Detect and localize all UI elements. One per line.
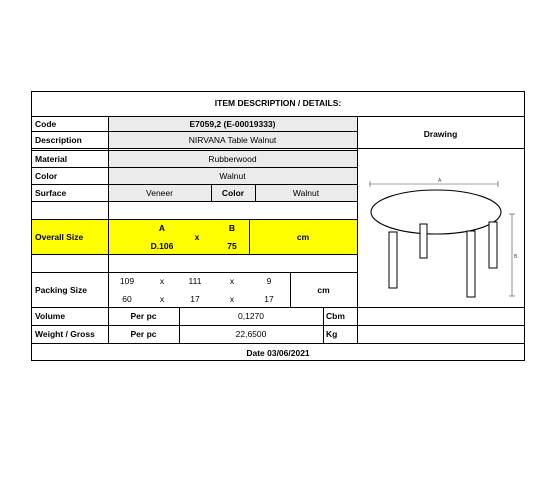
packing-r1-x1: x xyxy=(159,276,165,286)
dim-a-label: A xyxy=(158,223,166,233)
overall-size-unit: cm xyxy=(296,232,310,242)
divider xyxy=(32,254,357,255)
volume-per: Per pc xyxy=(130,311,157,321)
code-value: E7059,2 (E-00019333) xyxy=(189,119,276,129)
divider xyxy=(32,307,524,308)
dimension-b-text: B xyxy=(514,254,518,260)
divider xyxy=(32,184,357,185)
table-leg xyxy=(420,224,427,258)
tabletop-outline xyxy=(371,190,501,234)
divider xyxy=(32,131,357,132)
description-value: NIRVANA Table Walnut xyxy=(188,135,277,145)
dim-b-label: B xyxy=(228,223,236,233)
code-label: Code xyxy=(35,119,57,129)
surface-color-label: Color xyxy=(221,188,245,198)
packing-r2-x1: x xyxy=(159,294,165,304)
divider xyxy=(108,116,109,343)
divider xyxy=(32,343,524,344)
divider xyxy=(32,201,357,202)
divider xyxy=(32,272,357,273)
packing-r2-x2: x xyxy=(229,294,235,304)
surface-label: Surface xyxy=(35,188,67,198)
packing-r1-x2: x xyxy=(229,276,235,286)
packing-r2-c: 17 xyxy=(264,294,274,304)
packing-r1-c: 9 xyxy=(266,276,272,286)
weight-per: Per pc xyxy=(130,329,157,339)
packing-r2-a: 60 xyxy=(122,294,132,304)
dim-a-value: D.106 xyxy=(150,241,174,251)
weight-unit: Kg xyxy=(326,329,338,339)
description-label: Description xyxy=(35,135,82,145)
divider xyxy=(32,167,357,168)
divider xyxy=(32,148,524,149)
dim-separator: x xyxy=(194,232,200,242)
packing-r1-b: 111 xyxy=(188,276,202,286)
table-leg xyxy=(489,222,497,268)
dimension-a-text: A xyxy=(438,178,442,184)
drawing-label: Drawing xyxy=(423,129,458,139)
color-label: Color xyxy=(35,171,58,181)
volume-unit: Cbm xyxy=(326,311,345,321)
divider xyxy=(32,116,524,117)
packing-unit: cm xyxy=(317,285,330,295)
weight-label: Weight / Gross xyxy=(35,329,95,339)
packing-r1-a: 109 xyxy=(119,276,135,286)
divider xyxy=(32,325,524,326)
packing-size-label: Packing Size xyxy=(35,285,87,295)
dim-b-value: 75 xyxy=(227,241,237,251)
divider xyxy=(32,219,357,220)
material-label: Material xyxy=(35,154,68,164)
date: Date 03/06/2021 xyxy=(246,348,310,358)
weight-value: 22,6500 xyxy=(235,329,267,339)
table-drawing xyxy=(358,176,524,306)
surface-color-value: Walnut xyxy=(292,188,320,198)
divider xyxy=(32,150,357,151)
color-value: Walnut xyxy=(219,171,246,181)
table-leg xyxy=(389,232,397,288)
table-leg xyxy=(467,231,475,297)
spec-sheet xyxy=(31,91,525,361)
surface-value: Veneer xyxy=(146,188,173,198)
overall-size-label: Overall Size xyxy=(35,232,84,242)
sheet-title: ITEM DESCRIPTION / DETAILS: xyxy=(214,98,342,108)
volume-label: Volume xyxy=(35,311,66,321)
packing-r2-b: 17 xyxy=(190,294,200,304)
divider xyxy=(323,307,324,343)
volume-value: 0,1270 xyxy=(238,311,264,321)
material-value: Rubberwood xyxy=(208,154,257,164)
